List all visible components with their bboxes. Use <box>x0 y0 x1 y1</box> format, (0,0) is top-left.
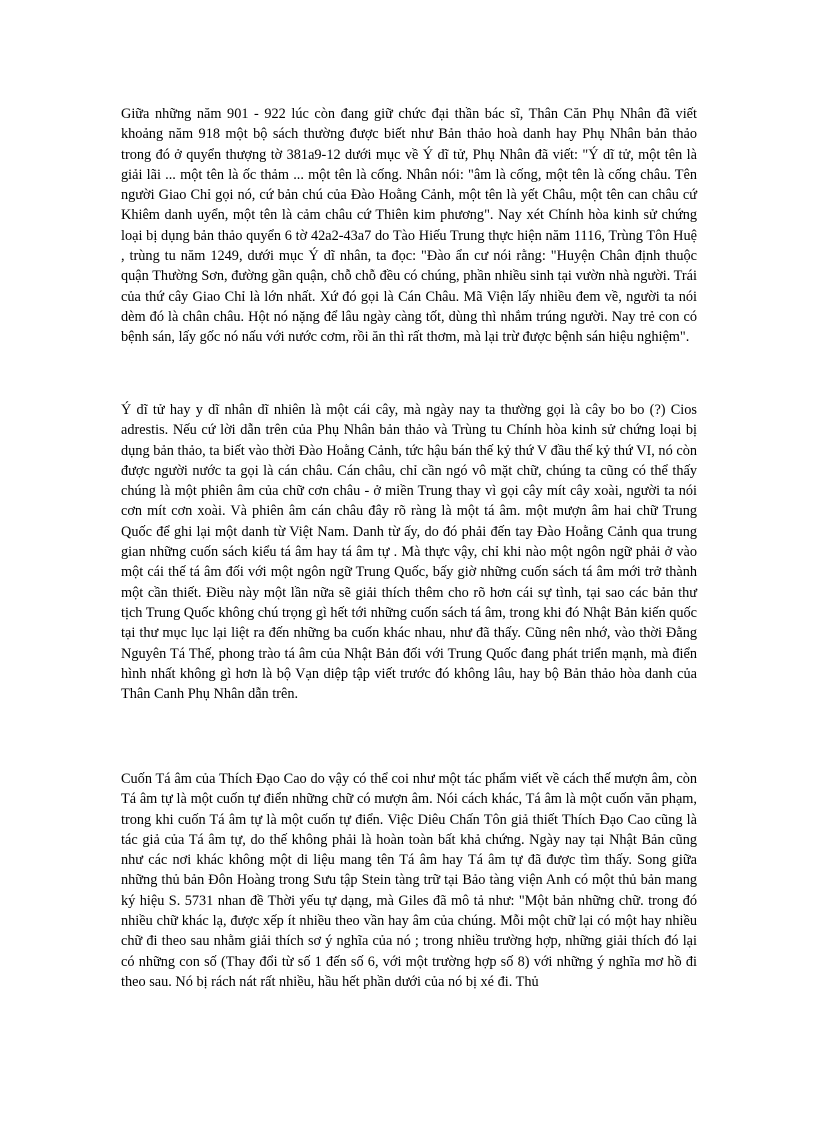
paragraph-3: Cuốn Tá âm của Thích Đạo Cao do vậy có thể coi như một tác phẩm viết về cách thế mượn âm, còn Tá âm tự là một cuốn tự điển những chữ có mượn âm. Nói cách khác, Tá âm là một cuốn văn phạm, trong khi cuốn Tá âm tự là một cuốn tự điển. Việc Diêu Chấn Tôn giả thiết Thích Đạo Cao cũng là tác giả của Tá âm tự, do thế không phải là hoàn toàn bất khả chứng. Ngày nay tại Nhật Bản cũng như các nơi khác không một di liệu mang tên Tá âm hay Tá âm tự đã được tìm thấy. Song giữa những thủ bản Đôn Hoàng trong Sưu tập Stein tàng trữ tại Bảo tàng viện Anh có một thủ bản mang ký hiệu S. 5731 nhan đề Thời yếu tự dạng, mà Giles đã mô tả như: "Một bản những chữ. trong đó nhiều chữ khác lạ, được xếp ít nhiều theo vần hay âm của chúng. Mỗi một chữ lại có một hay nhiều chữ đi theo sau nhằm giải thích sơ ý nghĩa của nó ; trong nhiều trường hợp, những giải thích đó lại có những con số (Thay đổi từ số 1 đến số 6, với một trường hợp số 8) với những ý nghĩa mơ hồ đi theo sau. Nó bị rách nát rất nhiều, hầu hết phần dưới của nó bị xé đi. Thủ <box>121 771 697 990</box>
paragraph-2: Ý dĩ tử hay y dĩ nhân dĩ nhiên là một cái cây, mà ngày nay ta thường gọi là cây bo bo (?) Cios adrestis. Nếu cứ lời dẫn trên của Phụ Nhân bản thảo và Trùng tu Chính hòa kinh sử chứng loại bị dụng bản thảo, ta biết vào thời Đào Hoằng Cảnh, tức hậu bán thế kỷ thứ V đầu thế kỷ thứ VI, nó còn được người nước ta gọi là cán châu. Cán châu, chỉ cần ngó vô mặt chữ, chúng ta cũng có thể thấy chúng là một phiên âm của chữ cơn châu - ở miền Trung thay vì gọi cây mít cây xoài, người ta nói cơn mít cơn xoài. Và phiên âm cán châu đây rõ ràng là một tá âm. một mượn âm hai chữ Trung Quốc để ghi lại một danh từ Việt Nam. Danh từ ấy, do đó phải đến tay Đào Hoằng Cảnh qua trung gian những cuốn sách kiểu tá âm hay tá âm tự . Mà thực vậy, chỉ khi nào một ngôn ngữ phải ở vào một cái thế tá âm đối với một ngôn ngữ Trung Quốc, bấy giờ những cuốn sách tá âm mới trở thành một cần thiết. Điều này một lần nữa sẽ giải thích thêm cho rõ hơn cái sự tình, tại sao các bản thư tịch Trung Quốc không chú trọng gì hết tới những cuốn sách tá âm, trong khi đó Nhật Bản kiến quốc tại thư mục lục lại liệt ra đến những ba cuốn khác nhau, như đã thấy. Cũng nên nhớ, vào thời Đằng Nguyên Tá Thế, phong trào tá âm của Nhật Bản đối với Trung Quốc đang phát triển mạnh, mà điển hình nhất không gì hơn là bộ Vạn diệp tập viết trước đó không lâu, hay bộ Bản thảo hòa danh của Thân Canh Phụ Nhân dẫn trên. <box>121 402 697 703</box>
paragraph-1: Giữa những năm 901 - 922 lúc còn đang giữ chức đại thần bác sĩ, Thân Căn Phụ Nhân đã viết khoảng năm 918 một bộ sách thường được biết như Bản thảo hoà danh hay Phụ Nhân bản thảo trong đó ở quyển thượng tờ 381a9-12 dưới mục về Ý dĩ tử, Phụ Nhân đã viết: "Ý dĩ tử, một tên là giải lãi ... một tên là ốc thảm ... một tên là cống. Nhân nói: "âm là cống, một tên là cống châu. Tên người Giao Chỉ gọi nó, cứ bản chú của Đào Hoằng Cảnh, một tên là yết Châu, một tên can châu cứ Khiêm danh uyển, một tên là cảm châu cứ Thiên kim phương". Nay xét Chính hòa kinh sử chứng loại bị dụng bản thảo quyển 6 tờ 42a2-43a7 do Tào Hiếu Trung thực hiện năm 1116, Trùng Tôn Huệ , trùng tu năm 1249, dưới mục Ý dĩ nhân, ta đọc: "Đào ẩn cư nói rằng: "Huyện Chân định thuộc quận Thường Sơn, đường gần quận, chỗ chỗ đều có chúng, phần nhiều sinh tại vườn nhà người. Trái của thứ cây Giao Chỉ là lớn nhất. Xứ đó gọi là Cán Châu. Mã Viện lấy nhiều đem về, người ta nói dèm đó là chân châu. Hột nó nặng để lâu ngày càng tốt, dùng thì nhắm trúng người. Nay trẻ con có bệnh sán, lấy gốc nó nấu với nước cơm, rồi ăn thì rất thơm, mà lại trừ được bệnh sán hiệu nghiệm". <box>121 106 697 346</box>
